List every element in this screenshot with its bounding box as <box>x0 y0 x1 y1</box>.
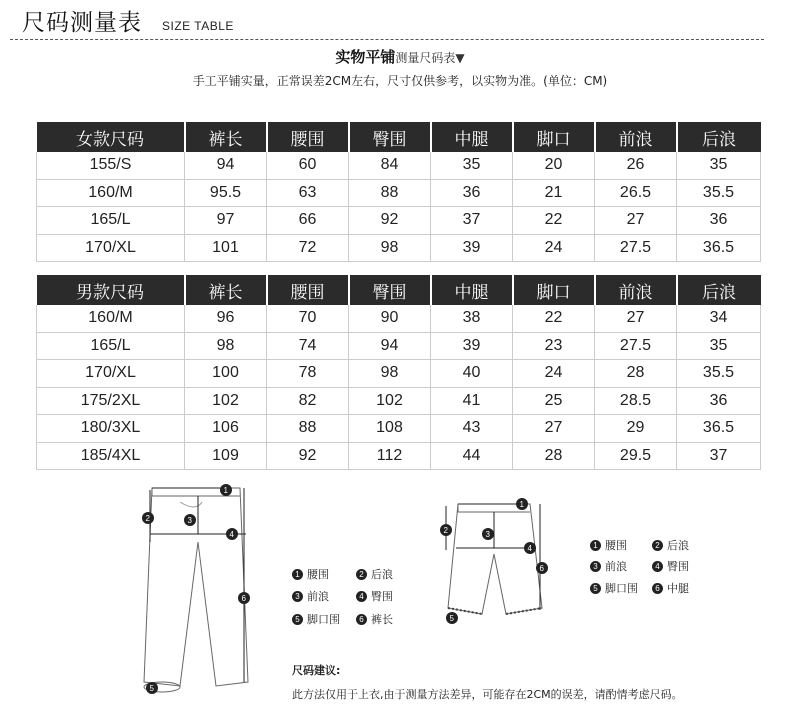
size-advice <box>292 662 683 702</box>
col-header: 腰围 <box>267 275 349 305</box>
legend-label: 腰围 <box>307 568 329 581</box>
measurement-cell: 39 <box>431 332 513 360</box>
col-header: 裤长 <box>185 122 267 152</box>
measurement-cell: 37 <box>431 207 513 235</box>
col-header: 臀围 <box>349 122 431 152</box>
measurement-cell: 70 <box>267 305 349 332</box>
measurement-cell: 22 <box>513 207 595 235</box>
measurement-note: 手工平铺实量，正常误差2CM左右，尺寸仅供参考，以实物为准。(单位：CM) <box>192 74 608 88</box>
size-cell: 165/L <box>37 332 185 360</box>
measurement-cell: 28 <box>513 442 595 470</box>
legend-number: 4 <box>652 561 663 572</box>
measurement-cell: 74 <box>267 332 349 360</box>
col-header: 中腿 <box>431 122 513 152</box>
measurement-cell: 24 <box>513 360 595 388</box>
svg-text:3: 3 <box>485 530 490 539</box>
size-cell: 160/M <box>37 305 185 332</box>
measurement-cell: 94 <box>349 332 431 360</box>
legend-item <box>652 537 689 553</box>
size-cell: 185/4XL <box>37 442 185 470</box>
measurement-cell: 102 <box>349 387 431 415</box>
col-header: 后浪 <box>677 122 761 152</box>
measurement-cell: 36.5 <box>677 415 761 443</box>
table-row <box>37 152 761 179</box>
legend-label: 裤长 <box>371 613 393 626</box>
legend-label: 臀围 <box>667 560 689 573</box>
svg-text:4: 4 <box>527 544 532 553</box>
col-header: 腰围 <box>267 122 349 152</box>
measurement-cell: 88 <box>267 415 349 443</box>
measurement-cell: 98 <box>185 332 267 360</box>
legend-number: 3 <box>292 591 303 602</box>
svg-text:5: 5 <box>149 684 154 693</box>
svg-text:6: 6 <box>539 564 544 573</box>
measurement-cell: 112 <box>349 442 431 470</box>
legend-number: 6 <box>356 614 367 625</box>
measurement-cell: 35.5 <box>677 179 761 207</box>
shorts-legend <box>590 537 720 597</box>
measurement-cell: 40 <box>431 360 513 388</box>
legend-label: 脚口围 <box>307 613 340 626</box>
size-cell: 160/M <box>37 179 185 207</box>
legend-item <box>292 588 329 604</box>
svg-text:4: 4 <box>229 530 234 539</box>
measurement-cell: 36 <box>431 179 513 207</box>
legend-number: 2 <box>356 569 367 580</box>
measurement-cell: 63 <box>267 179 349 207</box>
measurement-cell: 22 <box>513 305 595 332</box>
measurement-cell: 23 <box>513 332 595 360</box>
measurement-cell: 94 <box>185 152 267 179</box>
table-row <box>37 360 761 388</box>
size-cell: 170/XL <box>37 360 185 388</box>
section-title: 实物平铺 <box>335 48 396 66</box>
measurement-cell: 25 <box>513 387 595 415</box>
measurement-cell: 96 <box>185 305 267 332</box>
table-row <box>37 234 761 262</box>
measurement-cell: 28.5 <box>595 387 677 415</box>
measurement-cell: 44 <box>431 442 513 470</box>
measurement-cell: 27.5 <box>595 234 677 262</box>
measurement-cell: 60 <box>267 152 349 179</box>
measurement-cell: 27 <box>513 415 595 443</box>
measurement-cell: 36.5 <box>677 234 761 262</box>
measurement-cell: 92 <box>267 442 349 470</box>
measurement-cell: 29 <box>595 415 677 443</box>
measurement-cell: 35.5 <box>677 360 761 388</box>
table-row <box>37 442 761 470</box>
legend-label: 中腿 <box>667 582 689 595</box>
advice-body: 此方法仅用于上衣,由于测量方法差异，可能存在2CM的误差，请酌情考虑尺码。 <box>292 688 683 701</box>
table-header-row <box>37 275 761 305</box>
measurement-cell: 41 <box>431 387 513 415</box>
col-header: 女款尺码 <box>37 122 185 152</box>
measurement-cell: 20 <box>513 152 595 179</box>
size-cell: 175/2XL <box>37 387 185 415</box>
section-heading <box>0 46 800 67</box>
col-header: 臀围 <box>349 275 431 305</box>
svg-text:3: 3 <box>187 516 192 525</box>
table-row <box>37 415 761 443</box>
legend-item <box>652 580 689 596</box>
table-header-row <box>37 122 761 152</box>
svg-text:2: 2 <box>145 514 150 523</box>
col-header: 裤长 <box>185 275 267 305</box>
svg-text:1: 1 <box>519 500 524 509</box>
legend-item <box>652 558 689 574</box>
size-cell: 180/3XL <box>37 415 185 443</box>
measurement-cell: 27 <box>595 207 677 235</box>
col-header: 前浪 <box>595 275 677 305</box>
legend-number: 2 <box>652 540 663 551</box>
advice-title: 尺码建议: <box>292 664 341 677</box>
measurement-cell: 92 <box>349 207 431 235</box>
measurement-cell: 26 <box>595 152 677 179</box>
measurement-cell: 88 <box>349 179 431 207</box>
measurement-cell: 66 <box>267 207 349 235</box>
measurement-cell: 34 <box>677 305 761 332</box>
measurement-cell: 27 <box>595 305 677 332</box>
measurement-cell: 109 <box>185 442 267 470</box>
women-size-table <box>36 122 761 262</box>
men-size-table <box>36 275 761 470</box>
measurement-cell: 35 <box>677 152 761 179</box>
long-trousers-legend <box>292 566 422 636</box>
col-header: 男款尺码 <box>37 275 185 305</box>
svg-text:6: 6 <box>241 594 246 603</box>
table-row <box>37 305 761 332</box>
legend-label: 脚口围 <box>605 582 638 595</box>
legend-label: 前浪 <box>605 560 627 573</box>
legend-number: 1 <box>292 569 303 580</box>
measurement-cell: 29.5 <box>595 442 677 470</box>
legend-item <box>356 611 393 627</box>
col-header: 脚口 <box>513 122 595 152</box>
measurement-cell: 100 <box>185 360 267 388</box>
table-row <box>37 179 761 207</box>
table-row <box>37 207 761 235</box>
svg-text:2: 2 <box>443 526 448 535</box>
legend-item <box>292 611 340 627</box>
measurement-cell: 101 <box>185 234 267 262</box>
size-cell: 170/XL <box>37 234 185 262</box>
measurement-cell: 28 <box>595 360 677 388</box>
measurement-cell: 97 <box>185 207 267 235</box>
measurement-cell: 78 <box>267 360 349 388</box>
legend-label: 腰围 <box>605 539 627 552</box>
measurement-cell: 35 <box>431 152 513 179</box>
measurement-cell: 36 <box>677 387 761 415</box>
measurement-cell: 108 <box>349 415 431 443</box>
measurement-cell: 21 <box>513 179 595 207</box>
measurement-cell: 98 <box>349 234 431 262</box>
size-cell: 155/S <box>37 152 185 179</box>
legend-label: 后浪 <box>667 539 689 552</box>
legend-number: 6 <box>652 583 663 594</box>
legend-item <box>356 566 393 582</box>
measurement-cell: 84 <box>349 152 431 179</box>
measurement-cell: 24 <box>513 234 595 262</box>
svg-text:1: 1 <box>223 486 228 495</box>
measurement-cell: 90 <box>349 305 431 332</box>
measurement-cell: 102 <box>185 387 267 415</box>
measurement-cell: 38 <box>431 305 513 332</box>
svg-text:5: 5 <box>449 614 454 623</box>
legend-item <box>590 537 627 553</box>
legend-number: 4 <box>356 591 367 602</box>
long-trousers-diagram <box>140 482 260 702</box>
measurement-cell: 36 <box>677 207 761 235</box>
measurement-cell: 39 <box>431 234 513 262</box>
legend-label: 臀围 <box>371 590 393 603</box>
measurement-cell: 72 <box>267 234 349 262</box>
measurement-cell: 35 <box>677 332 761 360</box>
legend-item <box>356 588 393 604</box>
table-row <box>37 387 761 415</box>
legend-number: 5 <box>292 614 303 625</box>
header-divider <box>10 39 764 40</box>
page-header <box>0 0 800 42</box>
col-header: 脚口 <box>513 275 595 305</box>
measurement-cell: 82 <box>267 387 349 415</box>
page-title: 尺码测量表 <box>22 10 142 36</box>
page-subtitle: SIZE TABLE <box>162 19 234 33</box>
measurement-cell: 98 <box>349 360 431 388</box>
section-title-small: 测量尺码表▼ <box>395 51 465 65</box>
legend-item <box>590 580 638 596</box>
col-header: 前浪 <box>595 122 677 152</box>
shorts-diagram <box>440 492 555 627</box>
measurement-cell: 37 <box>677 442 761 470</box>
legend-label: 前浪 <box>307 590 329 603</box>
legend-label: 后浪 <box>371 568 393 581</box>
measurement-cell: 106 <box>185 415 267 443</box>
measurement-cell: 43 <box>431 415 513 443</box>
legend-number: 1 <box>590 540 601 551</box>
measurement-cell: 95.5 <box>185 179 267 207</box>
legend-number: 5 <box>590 583 601 594</box>
measurement-cell: 27.5 <box>595 332 677 360</box>
legend-item <box>590 558 627 574</box>
table-row <box>37 332 761 360</box>
col-header: 中腿 <box>431 275 513 305</box>
measurement-cell: 26.5 <box>595 179 677 207</box>
size-cell: 165/L <box>37 207 185 235</box>
col-header: 后浪 <box>677 275 761 305</box>
legend-item <box>292 566 329 582</box>
legend-number: 3 <box>590 561 601 572</box>
